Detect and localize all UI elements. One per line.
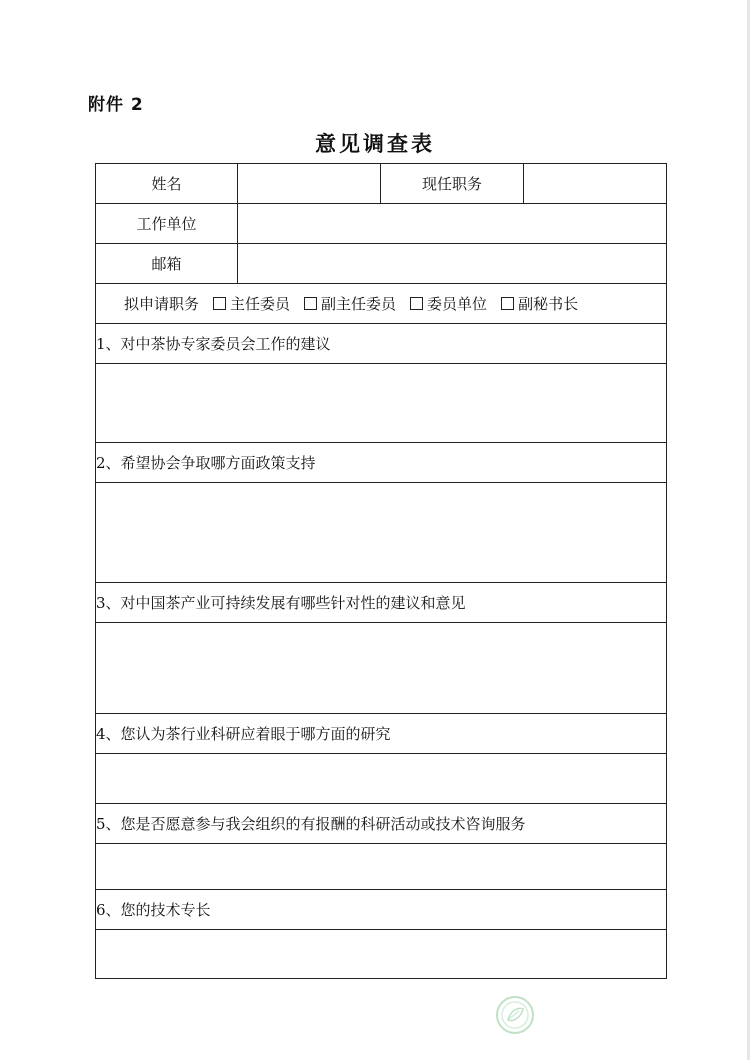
question-row-5 [96,804,667,844]
tea-logo-icon [495,995,535,1035]
answer-row-3 [96,623,667,714]
unit-row [96,204,667,244]
answer-row-6 [96,930,667,979]
checkbox-member-unit[interactable] [410,297,423,310]
question-row-3 [96,583,667,623]
position-label: 现任职务 [381,164,524,204]
checkbox-deputy-director[interactable] [304,297,317,310]
apply-label: 拟申请职务 [124,295,200,313]
email-label: 邮箱 [96,244,238,284]
question-row-4 [96,714,667,754]
question-2: 2、希望协会争取哪方面政策支持 [96,443,667,483]
checkbox-deputy-secretary[interactable] [501,297,514,310]
answer-6[interactable] [96,930,667,979]
answer-4[interactable] [96,754,667,804]
option-director[interactable]: 主任委员 [213,293,290,314]
answer-2[interactable] [96,483,667,583]
unit-field[interactable] [238,204,667,244]
survey-table [95,163,667,979]
option-deputy-director[interactable]: 副主任委员 [304,293,396,314]
attachment-label: 附件 2 [88,95,144,115]
option-deputy-secretary[interactable]: 副秘书长 [501,293,578,314]
question-6: 6、您的技术专长 [96,890,667,930]
position-field[interactable] [524,164,667,204]
question-5: 5、您是否愿意参与我会组织的有报酬的科研活动或技术咨询服务 [96,804,667,844]
question-row-2 [96,443,667,483]
email-field[interactable] [238,244,667,284]
apply-row [96,284,667,324]
form-title: 意见调查表 [315,132,435,156]
question-row-1 [96,324,667,364]
answer-row-5 [96,844,667,890]
name-field[interactable] [238,164,381,204]
name-label: 姓名 [96,164,238,204]
unit-label: 工作单位 [96,204,238,244]
answer-row-2 [96,483,667,583]
option-member-unit[interactable]: 委员单位 [410,293,487,314]
question-4: 4、您认为茶行业科研应着眼于哪方面的研究 [96,714,667,754]
answer-3[interactable] [96,623,667,714]
question-1: 1、对中茶协专家委员会工作的建议 [96,324,667,364]
answer-row-1 [96,364,667,443]
question-row-6 [96,890,667,930]
checkbox-director[interactable] [213,297,226,310]
question-3: 3、对中国茶产业可持续发展有哪些针对性的建议和意见 [96,583,667,623]
answer-1[interactable] [96,364,667,443]
name-row [96,164,667,204]
email-row [96,244,667,284]
answer-row-4 [96,754,667,804]
answer-5[interactable] [96,844,667,890]
